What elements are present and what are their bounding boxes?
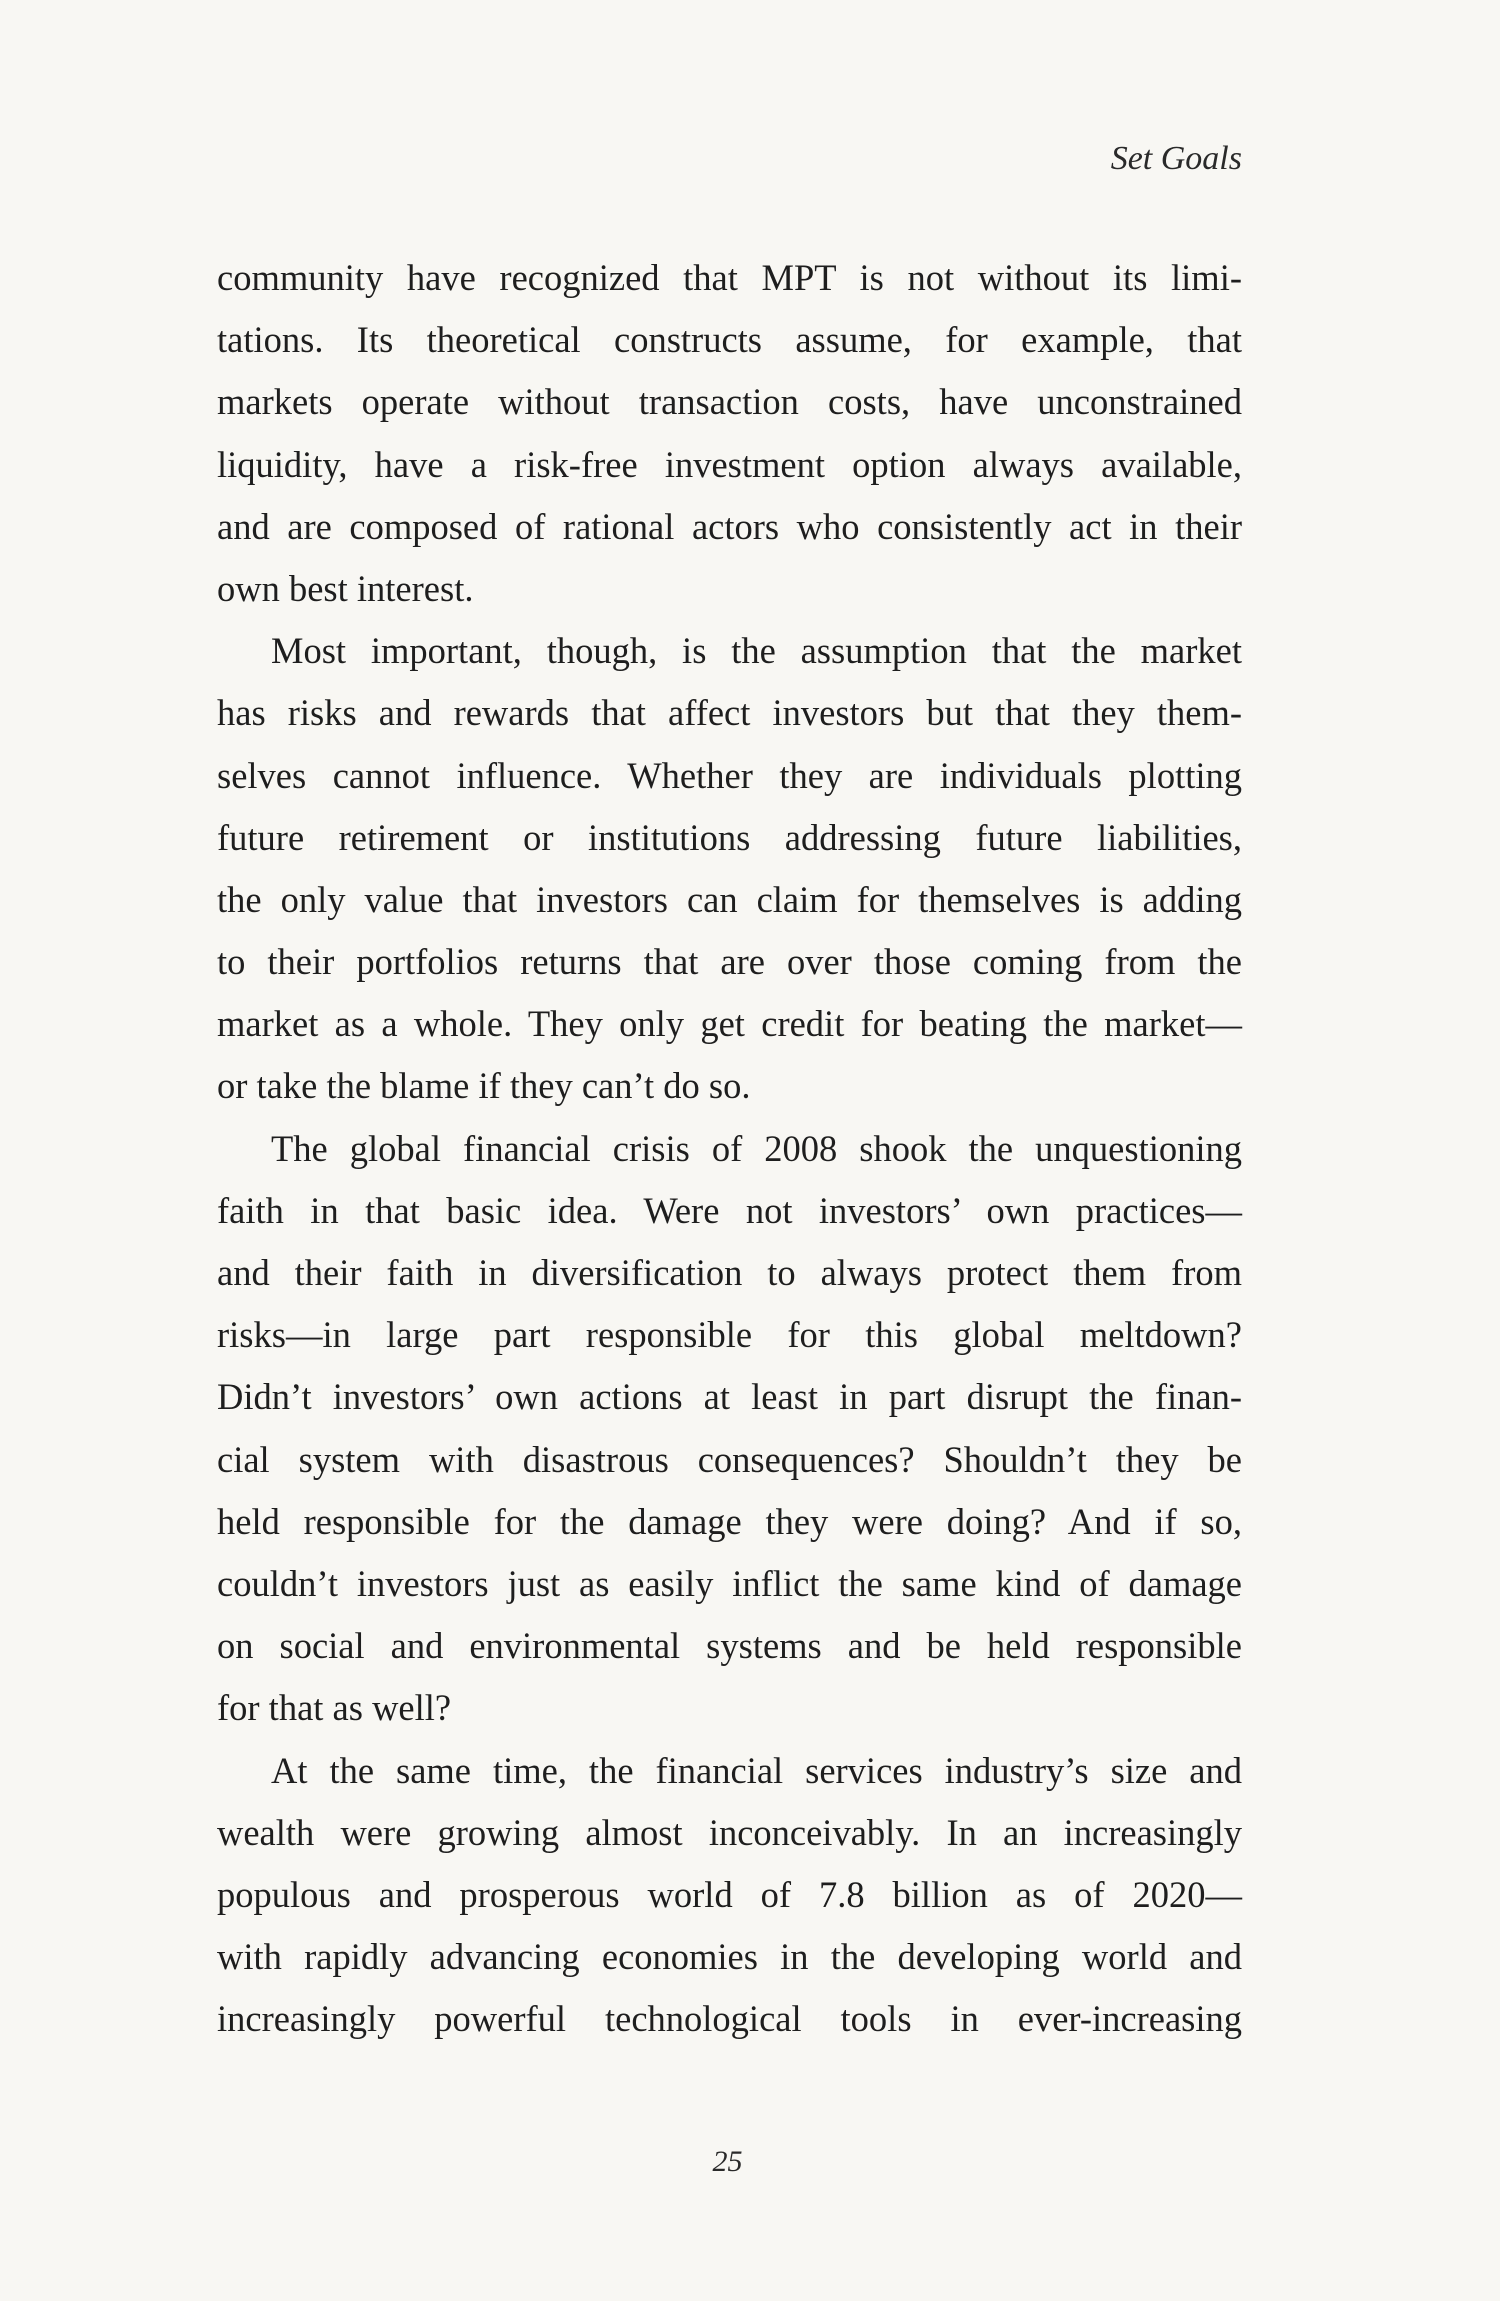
text-line: to their portfolios returns that are over those coming from the (217, 941, 1242, 983)
paragraph (217, 620, 1242, 1118)
text-line: couldn’t investors just as easily inflict the same kind of damage (217, 1562, 1242, 1604)
text-line: and are composed of rational actors who consistently act in their (217, 505, 1242, 547)
text-line: wealth were growing almost inconceivably. In an increasingly (217, 1811, 1242, 1853)
text-line: liquidity, have a risk-free investment option always available, (217, 443, 1242, 485)
text-line: and their faith in diversification to always protect them from (217, 1252, 1242, 1293)
text-line: own best interest. (217, 567, 474, 609)
text-line: selves cannot influence. Whether they are individuals plotting (217, 754, 1242, 796)
text-line: future retirement or institutions addressing future liabilities, (217, 816, 1242, 858)
text-line: tations. Its theoretical constructs assume, for example, that (217, 319, 1242, 361)
text-line: cial system with disastrous consequences? Shouldn’t they be (217, 1438, 1242, 1480)
text-line: faith in that basic idea. Were not investors’ own practices— (217, 1189, 1242, 1231)
text-line: has risks and rewards that affect investors but that they them- (217, 692, 1242, 734)
text-line: on social and environmental systems and be held responsible (217, 1625, 1242, 1667)
text-line: At the same time, the financial services industry’s size and (271, 1749, 1242, 1791)
body-text (217, 247, 1242, 2050)
text-line: for that as well? (217, 1687, 452, 1729)
paragraph (217, 1740, 1242, 2051)
text-line: risks—in large part responsible for this global meltdown? (217, 1314, 1242, 1356)
text-line: the only value that investors can claim for themselves is adding (217, 878, 1242, 920)
text-line: held responsible for the damage they were doing? And if so, (217, 1500, 1242, 1542)
text-line: Didn’t investors’ own actions at least in part disrupt the finan- (217, 1376, 1242, 1418)
text-line: increasingly powerful technological tools in ever-increasing (217, 1998, 1242, 2040)
text-line: Most important, though, is the assumption that the market (271, 630, 1242, 672)
text-line: populous and prosperous world of 7.8 billion as of 2020— (217, 1873, 1242, 1915)
paragraph (217, 247, 1242, 620)
text-line: or take the blame if they can’t do so. (217, 1065, 751, 1107)
text-line: community have recognized that MPT is not without its limi- (217, 257, 1242, 298)
text-line: with rapidly advancing economies in the developing world and (217, 1936, 1242, 1978)
page-number: 25 (712, 2145, 743, 2178)
text-line: The global financial crisis of 2008 shook the unquestioning (271, 1127, 1242, 1169)
paragraph (217, 1118, 1242, 1740)
text-line: markets operate without transaction costs, have unconstrained (217, 381, 1242, 423)
running-head: Set Goals (1110, 140, 1242, 177)
text-line: market as a whole. They only get credit for beating the market— (217, 1003, 1242, 1045)
